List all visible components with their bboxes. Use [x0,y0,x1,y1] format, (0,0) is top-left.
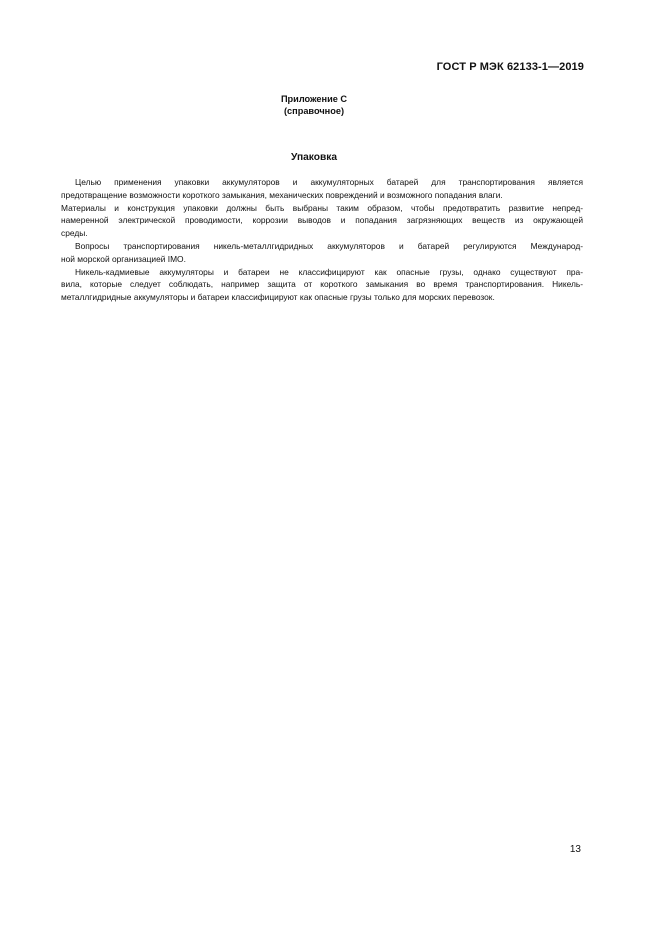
paragraph-line: Материалы и конструкция упаковки должны быть выбраны таким образом, чтобы предотвратить развитие непред- [61,202,583,213]
paragraph-line: металлгидридные аккумуляторы и батареи классифицируют как опасные грузы только для морских перевозок. [61,292,495,303]
annex-status: (справочное) [283,106,344,116]
paragraph-line: намеренной электрической проводимости, коррозии выводов и попадания загрязняющих веществ из окружающей [61,215,583,226]
annex-heading [0,93,628,117]
paragraph [61,176,583,202]
paragraph-line: Вопросы транспортирования никель-металлгидридных аккумуляторов и батарей регулируются Международ- [75,240,583,251]
paragraph-line: Целью применения упаковки аккумуляторов и аккумуляторных батарей для транспортирования является [75,177,583,187]
body-text [61,176,583,304]
page-number: 13 [569,844,581,855]
paragraph-line: предотвращение возможности короткого замыкания, механических повреждений и возможного попадания влаги. [61,189,503,200]
paragraph-line: вила, которые следует соблюдать, например защита от короткого замыкания во время транспортирования. Никель- [61,279,583,290]
paragraph-line: среды. [61,228,88,239]
standard-number: ГОСТ Р МЭК 62133-1—2019 [436,61,584,73]
section-title: Упаковка [291,152,337,163]
paragraph [61,240,583,266]
paragraph-line: ной морской организацией IMO. [61,253,186,264]
paragraph [61,266,583,304]
annex-title: Приложение С [280,94,348,104]
paragraph-line: Никель-кадмиевые аккумуляторы и батареи не классифицируют как опасные грузы, однако существуют пра- [75,266,583,277]
paragraph [61,202,583,240]
